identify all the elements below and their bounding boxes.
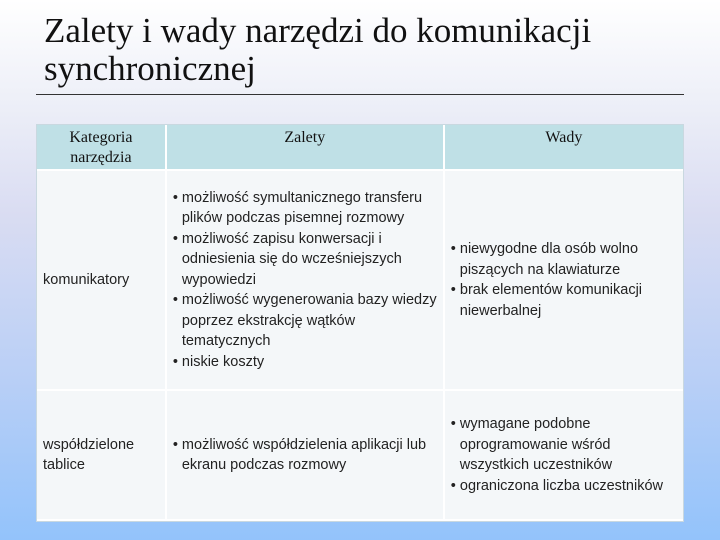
header-advantages: Zalety (167, 125, 445, 171)
disadvantages-list (451, 239, 677, 321)
advantages-list (173, 435, 437, 476)
list-item: • możliwość zapisu konwersacji i odniesienia się do wcześniejszych wypowiedzi (173, 229, 437, 291)
category-cell: komunikatory (37, 171, 167, 391)
table-row (37, 171, 683, 391)
header-category: Kategoria narzędzia (37, 125, 167, 171)
slide-title: Zalety i wady narzędzi do komunikacji synchronicznej (44, 11, 592, 88)
title-underline (36, 94, 684, 95)
list-item: • możliwość współdzielenia aplikacji lub ekranu podczas rozmowy (173, 435, 437, 476)
list-item: • brak elementów komunikacji niewerbalnej (451, 280, 677, 321)
list-item: • możliwość wygenerowania bazy wiedzy poprzez ekstrakcję wątków tematycznych (173, 290, 437, 352)
disadvantages-cell (445, 171, 683, 391)
list-item: • ograniczona liczba uczestników (451, 476, 677, 497)
list-item: • niewygodne dla osób wolno piszących na klawiaturze (451, 239, 677, 280)
list-item: • niskie koszty (173, 352, 437, 373)
advantages-cell (167, 171, 445, 391)
list-item: • wymagane podobne oprogramowanie wśród wszystkich uczestników (451, 414, 677, 476)
advantages-list (173, 188, 437, 373)
disadvantages-list (451, 414, 677, 496)
list-item: • możliwość symultanicznego transferu plików podczas pisemnej rozmowy (173, 188, 437, 229)
header-row (37, 125, 683, 171)
advantages-cell (167, 391, 445, 521)
category-cell: współdzielone tablice (37, 391, 167, 521)
comparison-table (36, 124, 684, 522)
table-row (37, 391, 683, 521)
header-disadvantages: Wady (445, 125, 683, 171)
disadvantages-cell (445, 391, 683, 521)
